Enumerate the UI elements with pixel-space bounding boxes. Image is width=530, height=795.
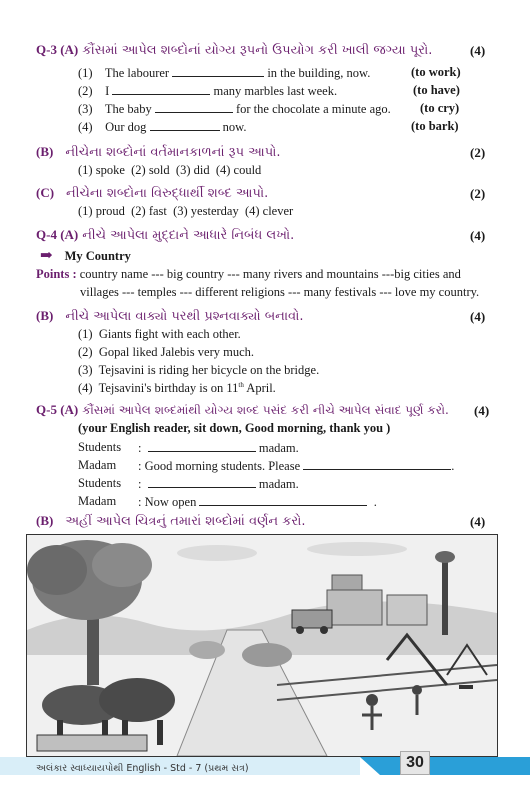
dialogue-speaker: Madam xyxy=(78,458,117,472)
q3b-options: (1) spoke (2) sold (3) did (4) could xyxy=(78,163,262,177)
points-line-2: villages --- temples --- different religions --- many festivals --- love my country. xyxy=(80,285,480,299)
q4-heading: Q-4 (A) નીચે આપેલા મુદ્દાને આધારે નિબંધ લખો. xyxy=(36,227,295,243)
blank-line[interactable] xyxy=(150,119,220,131)
q3c-marks: (2) xyxy=(470,186,486,201)
q3-item-1-hint: (to work) xyxy=(411,65,461,79)
q5-heading: Q-5 (A) કૌંસમાં આપેલ શબ્દમાંથી યોગ્ય શબ્દ પસંદ કરી નીચે આપેલ સંવાદ પૂર્ણ કરો. xyxy=(36,402,449,417)
q3b-heading: (B) નીચેના શબ્દોનાં વર્તમાનકાળનાં રૂપ આપો. xyxy=(36,144,281,160)
q3-item-4: (4) Our dog now. xyxy=(78,120,247,134)
blank-line[interactable] xyxy=(148,476,256,488)
q3c-options: (1) proud (2) fast (3) yesterday (4) clever xyxy=(78,204,294,218)
q3b-marks: (2) xyxy=(470,145,486,160)
q3-label: Q-3 (A) xyxy=(36,42,79,57)
q3-marks: (4) xyxy=(470,43,486,58)
dialogue-line-4: : Now open . xyxy=(138,495,377,509)
blank-line[interactable] xyxy=(112,83,210,95)
blank-line[interactable] xyxy=(303,458,451,470)
q3-item-1: (1) The labourer in the building, now. xyxy=(78,66,371,80)
topic-title: My Country xyxy=(64,249,131,263)
word-bank: (your English reader, sit down, Good morning, thank you ) xyxy=(78,421,391,435)
q4b-item-2: (2) Gopal liked Jalebis very much. xyxy=(78,345,254,359)
q4b-item-1: (1) Giants fight with each other. xyxy=(78,327,241,341)
q4b-heading: (B) નીચે આપેલા વાક્યો પરથી પ્રશ્નવાક્યો બનાવો. xyxy=(36,308,304,324)
q5b-marks: (4) xyxy=(470,514,486,529)
q3-heading xyxy=(36,41,432,59)
q4b-item-3: (3) Tejsavini is riding her bicycle on the bridge. xyxy=(78,363,320,377)
topic-line xyxy=(40,246,131,265)
q3-item-3-hint: (to cry) xyxy=(420,101,460,115)
q4b-item-4: (4) Tejsavini's birthday is on 11th April. xyxy=(78,381,276,396)
page-number: 30 xyxy=(400,751,430,775)
q3-item-2-hint: (to have) xyxy=(413,83,460,97)
points-line-1: Points : country name --- big country --- many rivers and mountains ---big cities and xyxy=(36,267,461,281)
village-scene-illustration xyxy=(26,534,498,757)
q5b-heading: (B) અહીં આપેલ ચિત્રનું તમારાં શબ્દોમાં વર્ણન કરો. xyxy=(36,513,306,529)
q4-marks: (4) xyxy=(470,228,486,243)
village-scene-drawing xyxy=(27,535,497,756)
q3-item-4-hint: (to bark) xyxy=(411,119,459,133)
q3c-heading: (C) નીચેના શબ્દોના વિરુદ્ધાર્થી શબ્દ આપો. xyxy=(36,185,269,201)
q5-marks: (4) xyxy=(474,403,490,418)
dialogue-line-2: : Good morning students. Please . xyxy=(138,459,455,473)
q3-item-2: (2) I many marbles last week. xyxy=(78,84,338,98)
dialogue-speaker: Students xyxy=(78,440,122,454)
dialogue-line-3: : madam. xyxy=(138,477,299,491)
arrow-right-icon: ➡ xyxy=(40,248,53,264)
blank-line[interactable] xyxy=(172,65,264,77)
blank-line[interactable] xyxy=(155,101,233,113)
q4b-marks: (4) xyxy=(470,309,486,324)
q3-instruction: કૌંસમાં આપેલ શબ્દોનાં યોગ્ય રૂપનો ઉપયોગ કરી ખાલી જગ્યા પૂરો. xyxy=(82,43,433,58)
q3-item-3: (3) The baby for the chocolate a minute ago. xyxy=(78,102,391,116)
blank-line[interactable] xyxy=(199,494,367,506)
dialogue-speaker: Madam xyxy=(78,494,117,508)
dialogue-speaker: Students xyxy=(78,476,122,490)
dialogue-line-1: : madam. xyxy=(138,441,299,455)
blank-line[interactable] xyxy=(148,440,256,452)
footer-book-title: અલંકાર સ્વાધ્યાયપોથી English - Std - 7 (પ્રથમ સત્ર) xyxy=(36,763,249,774)
